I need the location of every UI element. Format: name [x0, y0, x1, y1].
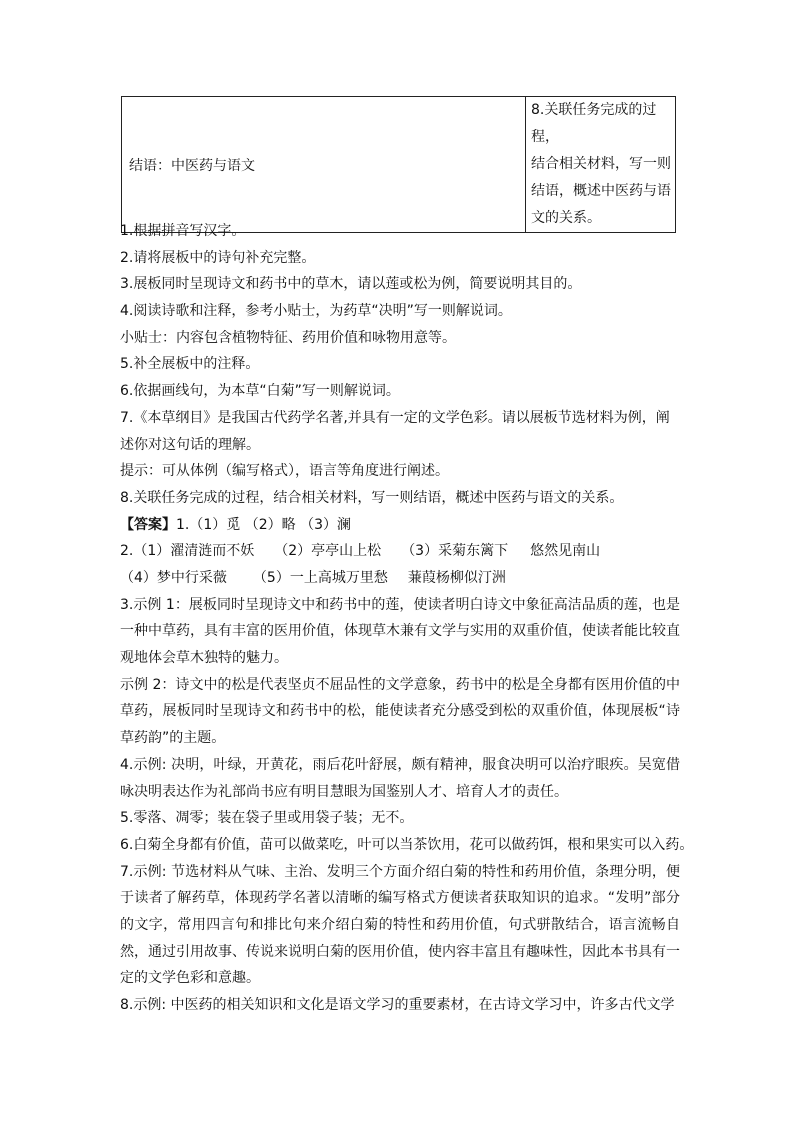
question-7: 7.《本草纲目》是我国古代药学名著,并具有一定的文学色彩。请以展板节选材料为例，阐 — [120, 409, 670, 426]
answer-2-item: （2）亭亭山上松 — [274, 543, 382, 560]
answer-3-example-1: 3.示例 1：展板同时呈现诗文中和药书中的莲，使读者明白诗文中象征高洁品质的莲，也是一种中草药，具有丰富的医用价值，体现草木兼有文学与实用的双重价值，使读者能比较直观地体会草木独特的魅力。 — [120, 596, 680, 667]
questions-and-answers — [120, 218, 694, 1019]
question-3: 3.展板同时呈现诗文和药书中的草木，请以莲或松为例，简要说明其目的。 — [120, 276, 582, 293]
task-line: 文的关系。 — [531, 210, 601, 226]
table-row — [122, 97, 676, 233]
task-line: 8.关联任务完成的过程， — [531, 102, 657, 145]
answer-1 — [120, 512, 680, 539]
task-line: 结合相关材料，写一则 — [531, 156, 671, 172]
question-4: 4.阅读诗歌和注释，参考小贴士，为药草“决明”写一则解说词。 — [120, 303, 512, 320]
question-2: 2.请将展板中的诗句补充完整。 — [120, 249, 316, 266]
task-table — [121, 96, 676, 233]
answer-4: 4.示例: 决明，叶绿，开黄花，雨后花叶舒展，颇有精神，服食决明可以治疗眼疾。吴宽借咏决明表达作为礼部尚书应有明目慧眼为国鉴别人才、培育人才的责任。 — [120, 756, 680, 800]
answer-5: 5.零落、凋零；装在袋子里或用袋子装；无不。 — [120, 810, 414, 827]
answer-2-item: （3）采菊东篱下 — [401, 543, 509, 560]
answer-8: 8.示例: 中医药的相关知识和文化是语文学习的重要素材，在古诗文学习中，许多古代文学 — [120, 997, 675, 1014]
answer-2-item: 2.（1）濯清涟而不妖 — [120, 543, 255, 560]
question-7-cont: 述你对这句话的理解。 — [120, 436, 260, 453]
answer-6: 6.白菊全身都有价值，苗可以做菜吃，叶可以当茶饮用，花可以做药饵，根和果实可以入药。 — [120, 836, 694, 853]
question-5: 5.补全展板中的注释。 — [120, 356, 260, 373]
question-1: 1.根据拼音写汉字。 — [120, 223, 246, 239]
answer-1-text: 1.（1）觅 （2）略 （3）澜 — [176, 516, 351, 533]
task-line: 结语，概述中医药与语 — [531, 183, 671, 199]
table-cell-task — [526, 97, 676, 233]
answer-label: 【答案】 — [120, 516, 176, 533]
answer-2-line-1 — [120, 538, 680, 565]
answer-3-example-2: 示例 2：诗文中的松是代表坚贞不屈品性的文学意象，药书中的松是全身都有医用价值的中草药，展板同时呈现诗文和药书中的松，能使读者充分感受到松的双重价值，体现展板“诗草药韵”的主题。 — [120, 676, 680, 747]
answer-2-line-2 — [120, 565, 680, 592]
answer-2-item: （5）一上高城万里愁 — [252, 569, 388, 586]
answer-2-item: （4）梦中行采薇 — [120, 569, 227, 586]
question-7-hint: 提示：可从体例（编写格式），语言等角度进行阐述。 — [120, 463, 449, 480]
answer-2-item: 蒹葭杨柳似汀洲 — [407, 569, 506, 586]
answer-7: 7.示例: 节选材料从气味、主治、发明三个方面介绍白菊的特性和药用价值，条理分明，便于读者了解药草，体现药学名著以清晰的编写格式方便读者获取知识的追求。“发明”部分的文字，常用四言句和排比句来介绍白菊的特性和药用价值，句式骈散结合，语言流畅自然，通过引用故事、传说来说明白菊的医用价值，使内容丰富且有趣味性，因此本书具有一定的文学色彩和意趣。 — [120, 863, 680, 987]
question-4-tip: 小贴士：内容包含植物特征、药用价值和咏物用意等。 — [120, 329, 456, 346]
answer-2-item: 悠然见南山 — [530, 543, 601, 560]
question-8: 8.关联任务完成的过程，结合相关材料，写一则结语，概述中医药与语文的关系。 — [120, 489, 624, 506]
table-cell-conclusion: 结语：中医药与语文 — [122, 97, 526, 233]
question-6: 6.依据画线句，为本草“白菊”写一则解说词。 — [120, 383, 400, 400]
